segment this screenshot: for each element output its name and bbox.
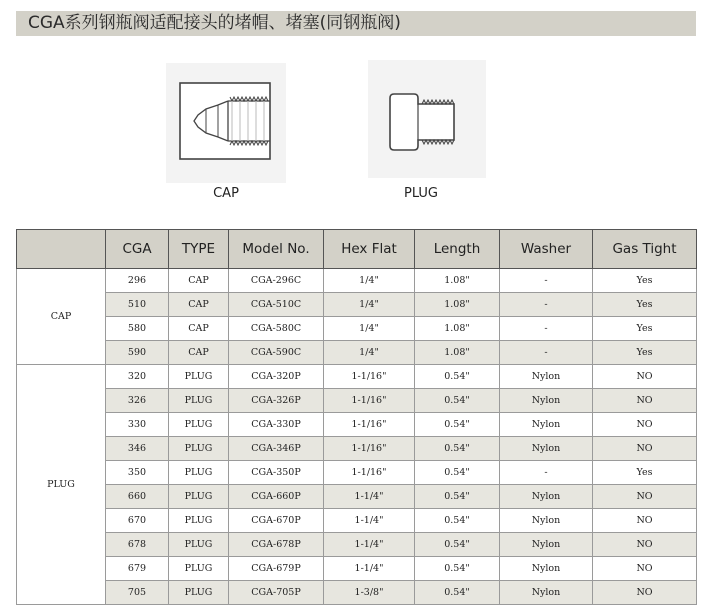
cell-length: 0.54" bbox=[415, 389, 500, 413]
table-row bbox=[17, 437, 697, 461]
cell-gas-tight: Yes bbox=[593, 461, 697, 485]
cell-gas-tight: NO bbox=[593, 581, 697, 605]
cell-length: 1.08" bbox=[415, 293, 500, 317]
cell-washer: Nylon bbox=[500, 509, 593, 533]
cell-length: 1.08" bbox=[415, 341, 500, 365]
cell-type: PLUG bbox=[169, 557, 229, 581]
cell-length: 0.54" bbox=[415, 533, 500, 557]
cell-cga: 679 bbox=[106, 557, 169, 581]
cell-gas-tight: NO bbox=[593, 557, 697, 581]
table-row bbox=[17, 413, 697, 437]
cell-hex-flat: 1-1/16" bbox=[324, 461, 415, 485]
cell-length: 0.54" bbox=[415, 557, 500, 581]
plug-label: PLUG bbox=[403, 186, 439, 201]
cap-label: CAP bbox=[213, 186, 239, 201]
cell-model-no: CGA-330P bbox=[229, 413, 324, 437]
cell-gas-tight: NO bbox=[593, 389, 697, 413]
cell-type: PLUG bbox=[169, 533, 229, 557]
cell-model-no: CGA-320P bbox=[229, 365, 324, 389]
header-hex-flat: Hex Flat bbox=[324, 230, 415, 269]
cell-cga: 670 bbox=[106, 509, 169, 533]
cell-gas-tight: NO bbox=[593, 485, 697, 509]
cell-cga: 296 bbox=[106, 269, 169, 293]
cell-hex-flat: 1-1/16" bbox=[324, 365, 415, 389]
cell-type: PLUG bbox=[169, 437, 229, 461]
cell-washer: - bbox=[500, 293, 593, 317]
cell-length: 1.08" bbox=[415, 269, 500, 293]
cell-model-no: CGA-660P bbox=[229, 485, 324, 509]
table-row bbox=[17, 365, 697, 389]
cell-cga: 320 bbox=[106, 365, 169, 389]
cell-cga: 510 bbox=[106, 293, 169, 317]
cell-hex-flat: 1-1/4" bbox=[324, 557, 415, 581]
cell-model-no: CGA-350P bbox=[229, 461, 324, 485]
cell-model-no: CGA-670P bbox=[229, 509, 324, 533]
cell-model-no: CGA-346P bbox=[229, 437, 324, 461]
cell-hex-flat: 1/4" bbox=[324, 317, 415, 341]
cell-cga: 660 bbox=[106, 485, 169, 509]
page-title: CGA系列钢瓶阀适配接头的堵帽、堵塞(同钢瓶阀) bbox=[16, 11, 696, 36]
group-label: PLUG bbox=[17, 365, 106, 605]
cell-model-no: CGA-510C bbox=[229, 293, 324, 317]
cell-type: PLUG bbox=[169, 581, 229, 605]
cell-length: 0.54" bbox=[415, 365, 500, 389]
cell-cga: 580 bbox=[106, 317, 169, 341]
cell-length: 0.54" bbox=[415, 413, 500, 437]
table-row bbox=[17, 485, 697, 509]
cell-length: 0.54" bbox=[415, 461, 500, 485]
cell-model-no: CGA-705P bbox=[229, 581, 324, 605]
cell-gas-tight: Yes bbox=[593, 317, 697, 341]
cell-hex-flat: 1-1/4" bbox=[324, 509, 415, 533]
cell-type: CAP bbox=[169, 341, 229, 365]
cell-cga: 326 bbox=[106, 389, 169, 413]
cell-washer: Nylon bbox=[500, 437, 593, 461]
header-gas-tight: Gas Tight bbox=[593, 230, 697, 269]
cell-washer: - bbox=[500, 269, 593, 293]
cell-length: 0.54" bbox=[415, 485, 500, 509]
table-row bbox=[17, 533, 697, 557]
cell-gas-tight: Yes bbox=[593, 269, 697, 293]
cell-type: CAP bbox=[169, 317, 229, 341]
cell-hex-flat: 1-3/8" bbox=[324, 581, 415, 605]
table-row bbox=[17, 389, 697, 413]
cell-washer: - bbox=[500, 341, 593, 365]
cell-type: CAP bbox=[169, 269, 229, 293]
cell-model-no: CGA-580C bbox=[229, 317, 324, 341]
cell-hex-flat: 1/4" bbox=[324, 341, 415, 365]
cell-length: 1.08" bbox=[415, 317, 500, 341]
cell-type: PLUG bbox=[169, 485, 229, 509]
plug-diagram bbox=[368, 60, 486, 178]
cell-cga: 350 bbox=[106, 461, 169, 485]
cell-model-no: CGA-678P bbox=[229, 533, 324, 557]
table-row bbox=[17, 461, 697, 485]
cell-hex-flat: 1/4" bbox=[324, 293, 415, 317]
cell-gas-tight: NO bbox=[593, 365, 697, 389]
cell-hex-flat: 1-1/16" bbox=[324, 389, 415, 413]
cell-type: PLUG bbox=[169, 413, 229, 437]
cell-washer: Nylon bbox=[500, 389, 593, 413]
cell-gas-tight: NO bbox=[593, 533, 697, 557]
table-header-row bbox=[17, 230, 697, 269]
cell-cga: 678 bbox=[106, 533, 169, 557]
cell-model-no: CGA-590C bbox=[229, 341, 324, 365]
cell-cga: 705 bbox=[106, 581, 169, 605]
cell-washer: Nylon bbox=[500, 533, 593, 557]
cell-washer: Nylon bbox=[500, 581, 593, 605]
cell-type: PLUG bbox=[169, 461, 229, 485]
cell-length: 0.54" bbox=[415, 509, 500, 533]
cell-gas-tight: Yes bbox=[593, 341, 697, 365]
cap-diagram bbox=[166, 63, 286, 183]
cell-cga: 590 bbox=[106, 341, 169, 365]
cell-washer: Nylon bbox=[500, 485, 593, 509]
cell-washer: Nylon bbox=[500, 413, 593, 437]
table-row bbox=[17, 341, 697, 365]
group-label: CAP bbox=[17, 269, 106, 365]
spec-table bbox=[16, 229, 697, 605]
cell-washer: Nylon bbox=[500, 557, 593, 581]
header-group bbox=[17, 230, 106, 269]
cell-model-no: CGA-296C bbox=[229, 269, 324, 293]
cell-hex-flat: 1-1/4" bbox=[324, 533, 415, 557]
table-row bbox=[17, 317, 697, 341]
cell-washer: Nylon bbox=[500, 365, 593, 389]
cell-gas-tight: NO bbox=[593, 413, 697, 437]
table-row bbox=[17, 581, 697, 605]
header-washer: Washer bbox=[500, 230, 593, 269]
cell-washer: - bbox=[500, 461, 593, 485]
cell-cga: 330 bbox=[106, 413, 169, 437]
cell-washer: - bbox=[500, 317, 593, 341]
cell-length: 0.54" bbox=[415, 437, 500, 461]
cell-hex-flat: 1-1/16" bbox=[324, 437, 415, 461]
cell-length: 0.54" bbox=[415, 581, 500, 605]
cell-model-no: CGA-679P bbox=[229, 557, 324, 581]
cell-hex-flat: 1-1/4" bbox=[324, 485, 415, 509]
table-row bbox=[17, 509, 697, 533]
cell-hex-flat: 1-1/16" bbox=[324, 413, 415, 437]
cell-type: CAP bbox=[169, 293, 229, 317]
cell-type: PLUG bbox=[169, 365, 229, 389]
table-row bbox=[17, 269, 697, 293]
cell-gas-tight: NO bbox=[593, 437, 697, 461]
cell-gas-tight: NO bbox=[593, 509, 697, 533]
cell-hex-flat: 1/4" bbox=[324, 269, 415, 293]
header-type: TYPE bbox=[169, 230, 229, 269]
cell-cga: 346 bbox=[106, 437, 169, 461]
header-model-no: Model No. bbox=[229, 230, 324, 269]
cell-type: PLUG bbox=[169, 389, 229, 413]
cell-gas-tight: Yes bbox=[593, 293, 697, 317]
table-row bbox=[17, 557, 697, 581]
cell-model-no: CGA-326P bbox=[229, 389, 324, 413]
header-cga: CGA bbox=[106, 230, 169, 269]
cell-type: PLUG bbox=[169, 509, 229, 533]
header-length: Length bbox=[415, 230, 500, 269]
table-row bbox=[17, 293, 697, 317]
